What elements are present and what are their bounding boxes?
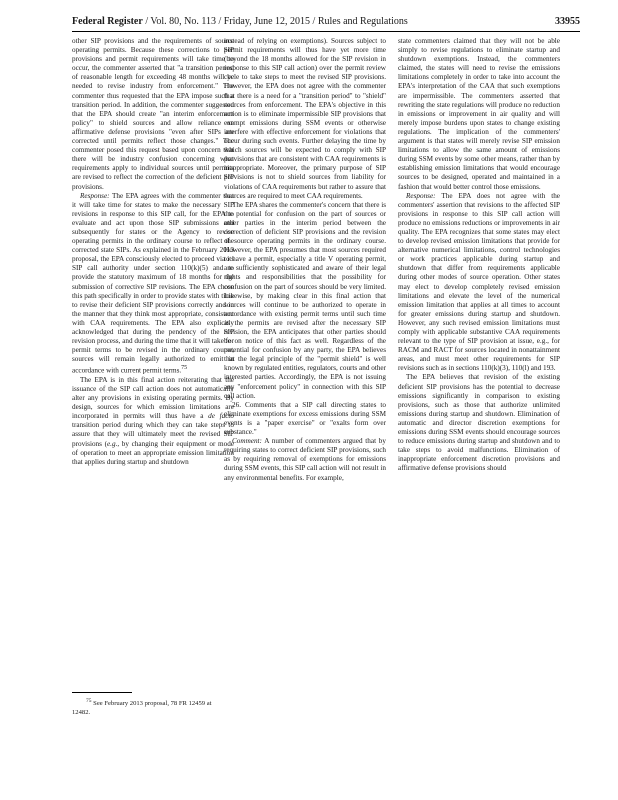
paragraph-lead: Comment: (232, 437, 262, 446)
paragraph (398, 373, 560, 473)
footnote-rule (72, 692, 132, 693)
paragraph-text: The EPA shares the commenter's concern that there is the potential for confusion on the part of sources or other parties in the interim period between the correction of deficient SIP provisions and the revision of source operating permits in the ordinary course. However, the EPA presumes that most sources required to have a permit, especially a title V operating permit, are sufficiently sophisticated and aware of their legal rights and responsibilities that the possibility for confusion on the part of sources should be very limited. Likewise, by making clear in this final action that sources will continue to be authorized to operate in accordance with existing permit terms until such time as the permits are revised after the necessary SIP revision, the EPA anticipates that other parties should be on notice of this fact as well. Regardless of the potential for confusion by any party, the EPA believes that the legal principle of the "permit shield" is well known by regulated entities, regulators, courts and other interested parties. Accordingly, the EPA is not issuing any "enforcement policy" in connection with this SIP call action. (224, 200, 386, 400)
footnote-reference: 75 (181, 365, 188, 372)
paragraph-text: other SIP provisions and the requirements of source operating permits. Because these corrections to SIP provisions and permit requirements will take time to occur, the commenter asserted that "a transition period of reasonable length for exceeding 48 months will be needed to revise industry from enforcement." The commenter thus requested that the EPA impose such a transition period. In addition, the commenter suggested that the EPA should create "an interim enforcement policy" to shield sources and allow reliance on affirmative defense provisions "even after SIPs are corrected until permits reflect those changes." The commenter posed this request based upon concern that there will be industry confusion concerning what requirements apply to individual sources until permits are revised to reflect the correction of the deficient SIP provisions. (72, 37, 234, 191)
paragraph (72, 376, 234, 467)
paragraph-text: The EPA does not agree with the commenters' assertion that revisions to the affected SIP provisions in response to this SIP call action will produce no emissions reductions or improvements in air quality. The EPA recognizes that some states may elect to develop revised emission limitations that provide for alternative numerical limitations, control technologies or work practices applicable during startup and shutdown that differ from requirements applicable during other modes of source operation. Other states may elect to develop completely revised emission limitations and elevate the level of the numerical emission limitation that applies at all times to account for greater emissions during startup and shutdown. However, any such revised emission limitations must comply with applicable substantive CAA requirements relevant to the type of SIP provision at issue, e.g., for RACM and RACT for sources located in nonattainment areas, and must meet other requirements for SIP revisions such as in sections 110(k)(3), 110(l) and 193. (398, 191, 560, 373)
paragraph-text: by changing their equipment or mode of operation to meet an appropriate emission limitation that applies during startup and shutdown (72, 439, 234, 466)
page-number: 33955 (555, 16, 580, 27)
paragraph-text: The EPA agrees with the commenter that it will take time for states to make the necessary SIP revisions in response to this SIP call, for the EPA to evaluate and act upon those SIP submissions and subsequently for states or the Agency to revise operating permits in the ordinary course to reflect the corrected state SIPs. As explained in the February 2013 proposal, the EPA consciously elected to proceed via its SIP call authority under section 110(k)(5) and to provide the statutory maximum of 18 months for the submission of corrective SIP revisions. The EPA chose this path specifically in order to provide states with time to revise their deficient SIP provisions correctly and in the manner that they think most appropriate, consistent with CAA requirements. The EPA also explicitly acknowledged that during the pendency of the SIP revision process, and during the time that it will take for permit terms to be revised in the ordinary course, sources will remain legally authorized to emit in accordance with current permit terms. (72, 191, 234, 375)
paragraph (224, 401, 386, 437)
paragraph-text: instead of relying on exemptions). Sources subject to permit requirements will thus have yet more time (beyond the 18 months allowed for the SIP revision in response to this SIP call action) over the permit review cycle to take steps to meet the revised SIP provisions. However, the EPA does not agree with the commenter that there is a need for a "transition period" to "shield" sources from enforcement. The EPA's objective in this action is to eliminate impermissible SIP provisions that exempt emissions during SSM events or otherwise interfere with effective enforcement for violations that occur during such events. Further delaying the time by which sources will be expected to comply with SIP provisions that are consistent with CAA requirements is inappropriate. Moreover, the primary purpose of SIP provisions is not to shield sources from liability for violations of CAA requirements but rather to assure that sources are required to meet CAA requirements. (224, 37, 386, 200)
paragraph-text: The EPA is in this final action reiterating that the issuance of the SIP call action does not automatically alter any provisions in existing operating permits. By design, sources for which emission limitations are incorporated in permits will thus have a (72, 375, 234, 421)
footnote-text: See February 2013 proposal, 78 FR 12459 at 12482. (72, 700, 212, 717)
paragraph (224, 37, 386, 201)
paragraph (224, 437, 386, 482)
header-rule (72, 31, 580, 32)
paragraph-text: transition period during which they can take steps to assure that they will ultimately meet the revised SIP provisions ( (72, 421, 234, 448)
footnote (72, 697, 222, 717)
paragraph (72, 37, 234, 192)
column-3 (398, 37, 560, 755)
paragraph-text: A number of commenters argued that by requiring states to correct deficient SIP provisions, such as by requiring removal of exemptions for emissions during SSM events, this SIP call action will not result in any environmental benefits. For example, (224, 437, 386, 482)
footnote-number: 75 (86, 698, 92, 704)
italic-text: e.g., (106, 439, 120, 448)
paragraph-lead: Response: (406, 191, 436, 200)
paragraph-text: state commenters claimed that they will not be able simply to revise regulations to eliminate startup and shutdown exemptions. Instead, the commenters claimed, the states will need to revise the emissions limitations completely in order to take into account the EPA's interpretation of the CAA that such exemptions are impermissible. The commenters asserted that rewriting the state regulations will produce no reduction in emissions or improvement in air quality and will merely impose burdens upon states to change existing regulations. The implication of the commenters' argument is that states will merely revise SIP emission limitations to allow the same amount of emissions during SSM events by some other means, rather than by establishing emission limitations that would encourage sources to be designed, operated and maintained in a fashion that would better control those emissions. (398, 37, 560, 191)
italic-text: de facto (208, 412, 234, 421)
paragraph (398, 192, 560, 374)
paragraph (398, 37, 560, 192)
paragraph-lead: Response: (80, 191, 110, 200)
paragraph (224, 201, 386, 401)
column-2 (224, 37, 386, 753)
page-header (72, 15, 580, 29)
journal-title: Federal Register (72, 16, 143, 27)
paragraph (72, 192, 234, 376)
paragraph-text: The EPA believes that revision of the existing deficient SIP provisions has the potential to decrease emissions significantly in comparison to existing provisions, such as those that authorize unlimited emissions during startup and shutdown. Elimination of automatic and director discretion exemptions for emissions during SSM events should encourage sources to reduce emissions during startup and shutdown and to take steps to avoid malfunctions. Elimination of inappropriate enforcement discretion provisions and affirmative defense provisions should (398, 373, 560, 473)
column-1 (72, 37, 234, 685)
issue-info: / Vol. 80, No. 113 / Friday, June 12, 2015 / Rules and Regulations (142, 16, 408, 27)
paragraph-text: 26. Comments that a SIP call directing states to eliminate exemptions for excess emissions during SSM events is a "paper exercise" or "exalts form over substance." (224, 400, 386, 437)
